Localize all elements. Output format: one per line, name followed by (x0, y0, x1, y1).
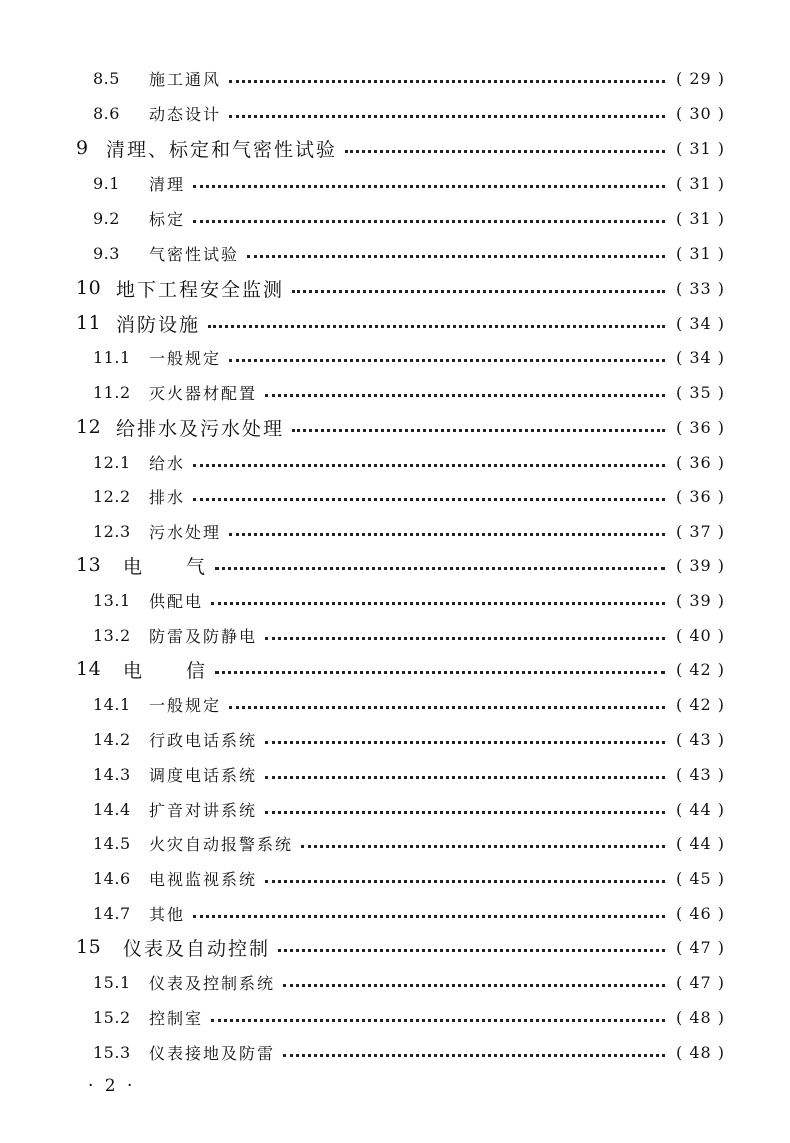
toc-entry-14-6[interactable] (93, 863, 725, 893)
section-number: 13.1 (93, 590, 131, 610)
toc-entry-9-2[interactable] (93, 203, 725, 233)
section-number: 9.1 (93, 173, 120, 193)
page-reference: ( 30 ) (675, 103, 725, 123)
dot-leader (247, 255, 665, 258)
dot-leader (193, 498, 665, 501)
section-number: 14.2 (93, 729, 131, 749)
section-title: 灭火器材配置 (149, 383, 258, 403)
page-reference: ( 35 ) (675, 382, 725, 402)
section-title: 一般规定 (149, 348, 222, 368)
page-number: · 2 · (88, 1076, 136, 1096)
toc-entry-14-1[interactable] (93, 689, 725, 719)
section-title: 施工通风 (149, 69, 222, 89)
toc-chapter-9[interactable] (76, 133, 725, 163)
chapter-title: 仪表及自动控制 (123, 937, 271, 960)
page-reference: ( 31 ) (675, 173, 725, 193)
section-number: 12.3 (93, 521, 131, 541)
toc-chapter-15[interactable] (76, 932, 725, 962)
page-reference: ( 48 ) (675, 1042, 725, 1062)
section-number: 15.1 (93, 972, 131, 992)
toc-entry-14-2[interactable] (93, 724, 725, 754)
page-reference: ( 46 ) (675, 903, 725, 923)
chapter-title: 消防设施 (116, 313, 201, 336)
section-number: 9.3 (93, 243, 120, 263)
chapter-number: 13 (76, 554, 102, 576)
section-title: 调度电话系统 (149, 765, 258, 785)
section-number: 14.7 (93, 903, 131, 923)
toc-entry-12-2[interactable] (93, 481, 725, 511)
dot-leader (229, 80, 665, 83)
page-reference: ( 39 ) (675, 590, 725, 610)
section-number: 15.2 (93, 1007, 131, 1027)
section-number: 13.2 (93, 625, 131, 645)
toc-entry-15-3[interactable] (93, 1037, 725, 1067)
section-title: 其他 (149, 904, 186, 924)
toc-chapter-13[interactable] (76, 550, 725, 580)
section-title: 火灾自动报警系统 (149, 834, 294, 854)
section-title: 仪表接地及防雷 (149, 1043, 276, 1063)
toc-entry-13-1[interactable] (93, 585, 725, 615)
page-reference: ( 47 ) (675, 937, 725, 957)
dot-leader (265, 741, 665, 744)
page-reference: ( 43 ) (675, 764, 725, 784)
section-title: 仪表及控制系统 (149, 973, 276, 993)
toc-entry-9-1[interactable] (93, 168, 725, 198)
toc-entry-12-1[interactable] (93, 447, 725, 477)
page-reference: ( 44 ) (675, 833, 725, 853)
toc-entry-11-1[interactable] (93, 342, 725, 372)
page-reference: ( 31 ) (675, 208, 725, 228)
section-number: 14.6 (93, 868, 131, 888)
chapter-number: 15 (76, 936, 102, 958)
dot-leader (292, 429, 665, 432)
page-reference: ( 43 ) (675, 729, 725, 749)
section-title: 排水 (149, 487, 186, 507)
section-number: 11.2 (93, 382, 131, 402)
section-title: 动态设计 (149, 104, 222, 124)
dot-leader (193, 220, 665, 223)
section-number: 14.4 (93, 799, 131, 819)
section-number: 11.1 (93, 347, 131, 367)
chapter-number: 11 (76, 312, 102, 334)
chapter-title: 电 信 (123, 659, 208, 682)
toc-entry-13-2[interactable] (93, 620, 725, 650)
dot-leader (215, 567, 665, 570)
dot-leader (265, 811, 665, 814)
page-reference: ( 45 ) (675, 868, 725, 888)
section-number: 12.1 (93, 452, 131, 472)
page-reference: ( 42 ) (675, 659, 725, 679)
chapter-number: 12 (76, 416, 102, 438)
dot-leader (229, 533, 665, 536)
page-reference: ( 48 ) (675, 1007, 725, 1027)
dot-leader (211, 1019, 665, 1022)
section-title: 防雷及防静电 (149, 626, 258, 646)
toc-entry-9-3[interactable] (93, 238, 725, 268)
dot-leader (265, 776, 665, 779)
dot-leader (265, 394, 665, 397)
section-title: 给水 (149, 453, 186, 473)
dot-leader (215, 671, 665, 674)
chapter-number: 10 (76, 277, 102, 299)
dot-leader (193, 185, 665, 188)
dot-leader (345, 150, 665, 153)
toc-entry-15-1[interactable] (93, 967, 725, 997)
section-number: 15.3 (93, 1042, 131, 1062)
chapter-number: 14 (76, 658, 102, 680)
section-number: 8.5 (93, 68, 120, 88)
toc-chapter-11[interactable] (76, 308, 725, 338)
page-reference: ( 40 ) (675, 625, 725, 645)
section-number: 14.3 (93, 764, 131, 784)
dot-leader (193, 464, 665, 467)
section-number: 12.2 (93, 486, 131, 506)
page-reference: ( 39 ) (675, 555, 725, 575)
section-number: 14.5 (93, 833, 131, 853)
dot-leader (265, 637, 665, 640)
toc-chapter-10[interactable] (76, 273, 725, 303)
section-title: 扩音对讲系统 (149, 800, 258, 820)
dot-leader (278, 949, 665, 952)
page-reference: ( 37 ) (675, 521, 725, 541)
section-title: 气密性试验 (149, 244, 240, 264)
page-reference: ( 47 ) (675, 972, 725, 992)
chapter-number: 9 (76, 137, 89, 159)
section-title: 控制室 (149, 1008, 204, 1028)
page-reference: ( 29 ) (675, 68, 725, 88)
section-number: 14.1 (93, 694, 131, 714)
toc-entry-12-3[interactable] (93, 516, 725, 546)
page-reference: ( 36 ) (675, 417, 725, 437)
page-reference: ( 31 ) (675, 243, 725, 263)
dot-leader (283, 1054, 665, 1057)
toc-entry-14-5[interactable] (93, 828, 725, 858)
page-reference: ( 33 ) (675, 278, 725, 298)
dot-leader (229, 706, 665, 709)
toc-entry-8-5[interactable] (93, 63, 725, 93)
dot-leader (229, 115, 665, 118)
section-title: 一般规定 (149, 695, 222, 715)
section-title: 污水处理 (149, 522, 222, 542)
toc-entry-15-2[interactable] (93, 1002, 725, 1032)
dot-leader (301, 845, 665, 848)
section-number: 8.6 (93, 103, 120, 123)
page-reference: ( 34 ) (675, 347, 725, 367)
page-reference: ( 44 ) (675, 799, 725, 819)
section-title: 标定 (149, 209, 186, 229)
section-title: 电视监视系统 (149, 869, 258, 889)
toc-entry-8-6[interactable] (93, 98, 725, 128)
dot-leader (265, 880, 665, 883)
toc-chapter-12[interactable] (76, 412, 725, 442)
chapter-title: 电 气 (123, 555, 208, 578)
section-title: 清理 (149, 174, 186, 194)
chapter-title: 清理、标定和气密性试验 (106, 138, 338, 161)
chapter-title: 地下工程安全监测 (116, 278, 285, 301)
dot-leader (211, 602, 665, 605)
section-title: 行政电话系统 (149, 730, 258, 750)
page-reference: ( 31 ) (675, 138, 725, 158)
toc-entry-14-4[interactable] (93, 794, 725, 824)
toc-entry-11-2[interactable] (93, 377, 725, 407)
section-title: 供配电 (149, 591, 204, 611)
toc-entry-14-7[interactable] (93, 898, 725, 928)
dot-leader (208, 325, 665, 328)
dot-leader (193, 915, 665, 918)
dot-leader (283, 984, 665, 987)
toc-chapter-14[interactable] (76, 654, 725, 684)
page-reference: ( 36 ) (675, 452, 725, 472)
dot-leader (229, 359, 665, 362)
page-reference: ( 36 ) (675, 486, 725, 506)
section-number: 9.2 (93, 208, 120, 228)
page-reference: ( 34 ) (675, 313, 725, 333)
dot-leader (292, 290, 665, 293)
page-reference: ( 42 ) (675, 694, 725, 714)
chapter-title: 给排水及污水处理 (116, 417, 285, 440)
toc-entry-14-3[interactable] (93, 759, 725, 789)
